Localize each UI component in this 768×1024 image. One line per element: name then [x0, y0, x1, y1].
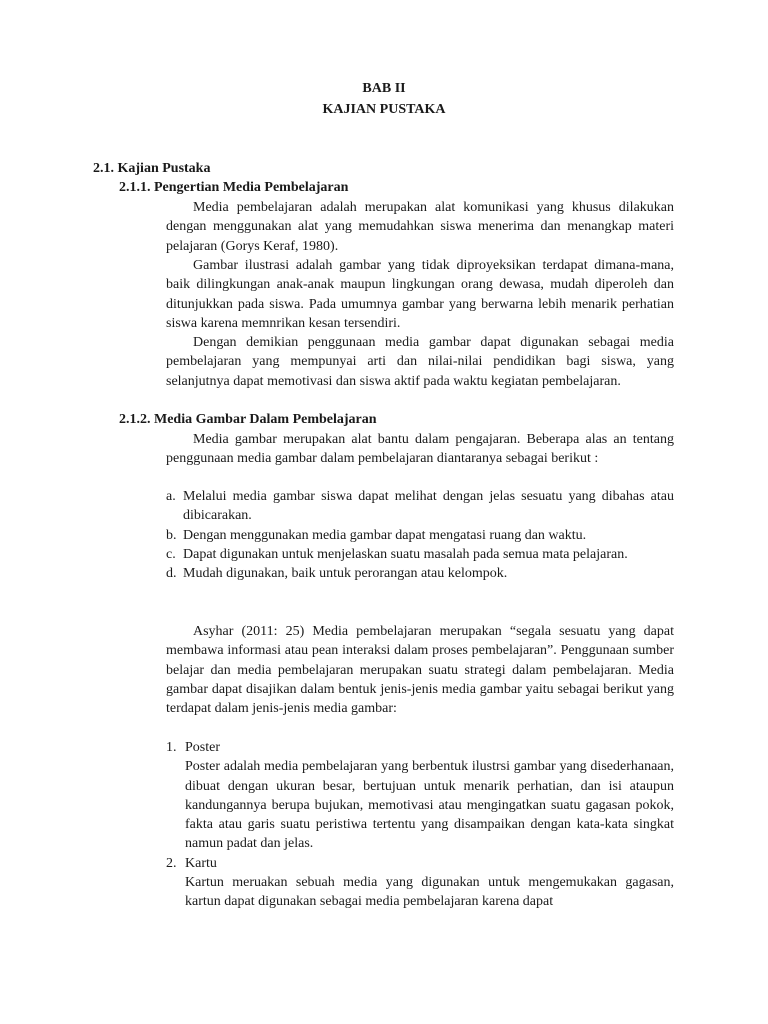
media-type-name: Kartu — [185, 855, 217, 871]
chapter-title: KAJIAN PUSTAKA — [322, 102, 446, 117]
subsection-1-title: Pengertian Media Pembelajaran — [154, 180, 349, 195]
media-type-name: Poster — [185, 740, 220, 755]
list-marker: a. — [166, 489, 176, 504]
paragraph-media-gambar-intro: Media gambar merupakan alat bantu dalam pengajaran. Beberapa alas an tentang penggunaan media gambar dalam pembelajaran diantaranya sebagai berikut : — [166, 432, 674, 467]
chapter-heading: BAB II — [362, 81, 406, 96]
list-item — [166, 526, 674, 545]
media-type-item — [166, 854, 674, 912]
list-item-text: Dapat digunakan untuk menjelaskan suatu masalah pada semua mata pelajaran. — [183, 546, 628, 562]
media-type-description: Kartun meruakan sebuah media yang digunakan untuk mengemukakan gagasan, kartun dapat digunakan sebagai media pembelajaran karena dapat — [185, 875, 674, 910]
paragraph-illustration: Gambar ilustrasi adalah gambar yang tidak diproyeksikan terdapat dimana-mana, baik dilingkungan anak-anak maupun lingkungan orang dewasa, mudah diperoleh dan ditunjukkan pada siswa. Pada umumnya gambar yang berwarna lebih menarik perhatian siswa karena memnrikan kesan tersendiri. — [166, 258, 674, 331]
section-title: Kajian Pustaka — [117, 161, 211, 176]
subsection-1-number: 2.1.1. — [119, 180, 151, 195]
media-type-marker: 2. — [166, 855, 177, 871]
subsection-2-heading — [119, 410, 377, 429]
paragraph-media-definition: Media pembelajaran adalah merupakan alat komunikasi yang khusus dilakukan dengan menggunakan alat yang memudahkan siswa menerima dan menangkap materi pelajaran (Gorys Keraf, 1980). — [166, 200, 674, 254]
paragraph-asyhar: Asyhar (2011: 25) Media pembelajaran merupakan “segala sesuatu yang dapat membawa informasi atau pean interaksi dalam proses pembelajaran”. Penggunaan sumber belajar dan media pembelajaran merupakan suatu strategi dalam pembelajaran. Media gambar dapat disajikan dalam bentuk jenis-jenis media gambar yaitu sebagai berikut yang terdapat dalam jenis-jenis media gambar: — [166, 624, 674, 717]
section-heading — [93, 159, 210, 178]
list-marker: c. — [166, 546, 176, 562]
list-marker: b. — [166, 527, 177, 543]
list-item-text: Dengan menggunakan media gambar dapat mengatasi ruang dan waktu. — [183, 527, 587, 543]
subsection-1-heading — [119, 178, 348, 197]
media-types-list — [166, 738, 674, 912]
reasons-list — [166, 487, 674, 583]
list-marker: d. — [166, 566, 177, 582]
section-number: 2.1. — [93, 161, 114, 176]
subsection-2-number: 2.1.2. — [119, 412, 151, 427]
media-type-description: Poster adalah media pembelajaran yang berbentuk ilustrsi gambar yang disederhanaan, dibuat dengan ukuran besar, bertujuan untuk menarik perhatian, dan isi ataupun kandungannya berupa bujukan, memotivasi atau mengingatkan suatu gagasan pokok, fakta atau garis suatu peristiwa tertentu yang disampaikan dengan kata-kata singkat namun padat dan jelas. — [185, 759, 674, 852]
subsection-2-title: Media Gambar Dalam Pembelajaran — [154, 412, 377, 427]
media-type-marker: 1. — [166, 740, 177, 755]
paragraph-conclusion: Dengan demikian penggunaan media gambar dapat digunakan sebagai media pembelajaran yang mempunyai arti dan nilai-nilai pendidikan bagi siswa, yang selanjutnya dapat memotivasi dan siswa aktif pada waktu kegiatan pembelajaran. — [166, 335, 674, 389]
list-item — [166, 545, 674, 564]
list-item — [166, 487, 674, 526]
list-item-text: Mudah digunakan, baik untuk perorangan atau kelompok. — [183, 566, 508, 582]
list-item-text: Melalui media gambar siswa dapat melihat dengan jelas sesuatu yang dibahas atau dibicarakan. — [183, 489, 674, 524]
list-item — [166, 564, 674, 583]
media-type-item — [166, 738, 674, 854]
